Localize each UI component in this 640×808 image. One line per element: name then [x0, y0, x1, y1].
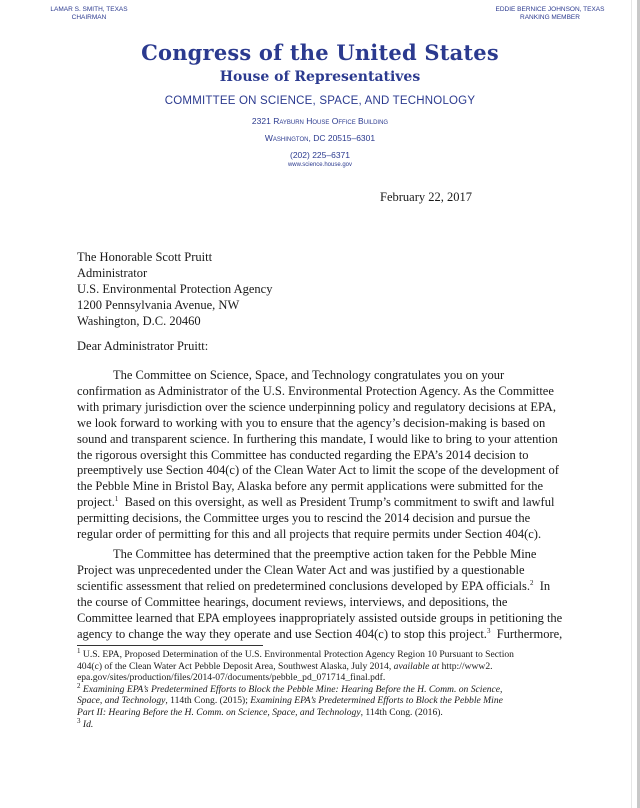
- text-span: U.S. EPA, Proposed Determination of the U.S. Environmental Protection Agency Region 10 Pursuant to Section: [80, 649, 514, 660]
- recipient-street: 1200 Pennsylvania Avenue, NW: [77, 298, 240, 312]
- text-span: Examining EPA’s Predetermined Efforts to Block the Pebble Mine: [250, 695, 503, 707]
- text-line: the rigorous oversight this Committee has conducted regarding the EPA’s 2014 decision to: [77, 447, 529, 462]
- chairman-block: [34, 6, 144, 22]
- text-span: available at: [393, 660, 440, 672]
- footnote-ref-3: 3: [486, 626, 491, 635]
- text-span: project.: [77, 495, 115, 510]
- footnote-2: [77, 681, 577, 696]
- letterhead-website: www.science.house.gov: [287, 162, 353, 168]
- text-span: Id.: [80, 718, 94, 730]
- text-line: the Pebble Mine in Bristol Bay, Alaska before any permit applications were submitted for the: [77, 479, 544, 494]
- chairman-title: CHAIRMAN: [71, 14, 107, 21]
- footnote-3: [77, 716, 577, 731]
- letterhead-phone: (202) 225–6371: [289, 150, 351, 160]
- text-line: [77, 579, 565, 595]
- text-line: [77, 627, 565, 643]
- letterhead-committee: COMMITTEE ON SCIENCE, SPACE, AND TECHNOLOGY: [164, 95, 476, 107]
- footnote-divider: [77, 645, 263, 646]
- recipient-name: The Honorable Scott Pruitt: [77, 250, 213, 264]
- footnote-url[interactable]: epa.gov/sites/production/files/2014-07/documents/pebble_pd_071714_final.pdf.: [77, 672, 386, 684]
- footnotes: [77, 646, 577, 730]
- footnote-ref-1: 1: [114, 495, 119, 504]
- text-span: Examining EPA’s Predetermined Efforts to Block the Pebble Mine: Hearing Before the H. Comm. on Science,: [80, 683, 503, 695]
- text-line: sound and transparent science. In furthering this mandate, I would like to bring to your attention: [77, 431, 558, 446]
- text-line: The Committee on Science, Space, and Technology congratulates you on your: [113, 368, 505, 382]
- recipient-city: Washington, D.C. 20460: [77, 314, 201, 328]
- text-span: , 114th Cong. (2015);: [165, 695, 251, 707]
- text-line: regular order of permitting for this and all projects that require permits under Section 404(c).: [77, 527, 542, 542]
- footnote-number: 1: [77, 646, 81, 655]
- text-span: 404(c) of the Clean Water Act Pebble Deposit Area, Southwest Alaska, July 2014,: [77, 660, 394, 672]
- letterhead-address-city: Washington, DC 20515–6301: [264, 133, 376, 143]
- text-span: agency to change the way they operate and use Section 404(c) to stop this project.: [77, 626, 487, 641]
- text-span: In: [533, 578, 551, 593]
- footnote-1-cont: [77, 661, 577, 673]
- footnote-2-cont: [77, 707, 577, 719]
- text-line: with primary jurisdiction over the science underpinning policy and regulatory decisions at EPA,: [77, 399, 556, 414]
- footnote-number: 3: [77, 716, 81, 725]
- footnote-number: 2: [77, 681, 81, 690]
- body-paragraph-2: [77, 547, 565, 642]
- text-span: Furthermore,: [490, 626, 563, 641]
- text-line: The Committee has determined that the preemptive action taken for the Pebble Mine: [113, 547, 537, 561]
- text-line: permitting decisions, the Committee urges you to rescind the 2014 decision and pursue the: [77, 511, 531, 526]
- letterhead-address-building: 2321 Rayburn House Office Building: [251, 116, 389, 126]
- footnote-url[interactable]: http://www2.: [439, 660, 493, 672]
- text-line: preemptively use Section 404(c) of the Clean Water Act to limit the scope of the development of: [77, 463, 559, 478]
- ranking-member-name: EDDIE BERNICE JOHNSON, TEXAS: [495, 6, 605, 13]
- letterhead-house: House of Representatives: [219, 69, 421, 85]
- letterhead-congress: Congress of the United States: [141, 40, 499, 65]
- body-paragraph-1: [77, 368, 565, 543]
- footnote-2-cont: [77, 695, 577, 707]
- salutation: Dear Administrator Pruitt:: [77, 339, 209, 353]
- footnote-ref-2: 2: [530, 578, 534, 587]
- text-line: [77, 495, 565, 511]
- text-span: Space, and Technology: [77, 695, 166, 707]
- text-span: scientific assessment that relied on predetermined conclusions developed by EPA officials.: [77, 578, 531, 593]
- recipient-address: [77, 249, 272, 329]
- text-span: Part II: Hearing Before the H. Comm. on Science, Space, and Technology: [77, 706, 361, 718]
- text-span: , 114th Cong. (2016).: [360, 706, 443, 718]
- recipient-title: Administrator: [77, 266, 148, 280]
- ranking-member-block: [480, 6, 620, 22]
- text-line: Project was unprecedented under the Clean Water Act and was justified by a questionable: [77, 562, 525, 577]
- text-line: Committee learned that EPA employees inappropriately assisted outside groups in petitioning the: [77, 610, 563, 625]
- footnote-1: [77, 646, 577, 661]
- recipient-agency: U.S. Environmental Protection Agency: [77, 282, 273, 296]
- ranking-member-title: RANKING MEMBER: [520, 14, 580, 21]
- text-line: the course of Committee hearings, document reviews, interviews, and depositions, the: [77, 594, 508, 609]
- chairman-name: LAMAR S. SMITH, TEXAS: [50, 6, 128, 13]
- text-line: we look forward to working with you to ensure that the agency’s decision-making is based on: [77, 415, 546, 430]
- text-span: Based on this oversight, as well as President Trump’s commitment to swift and lawful: [118, 495, 555, 510]
- letter-date: February 22, 2017: [380, 190, 472, 204]
- text-line: confirmation as Administrator of the U.S. Environmental Protection Agency. As the Committee: [77, 383, 554, 398]
